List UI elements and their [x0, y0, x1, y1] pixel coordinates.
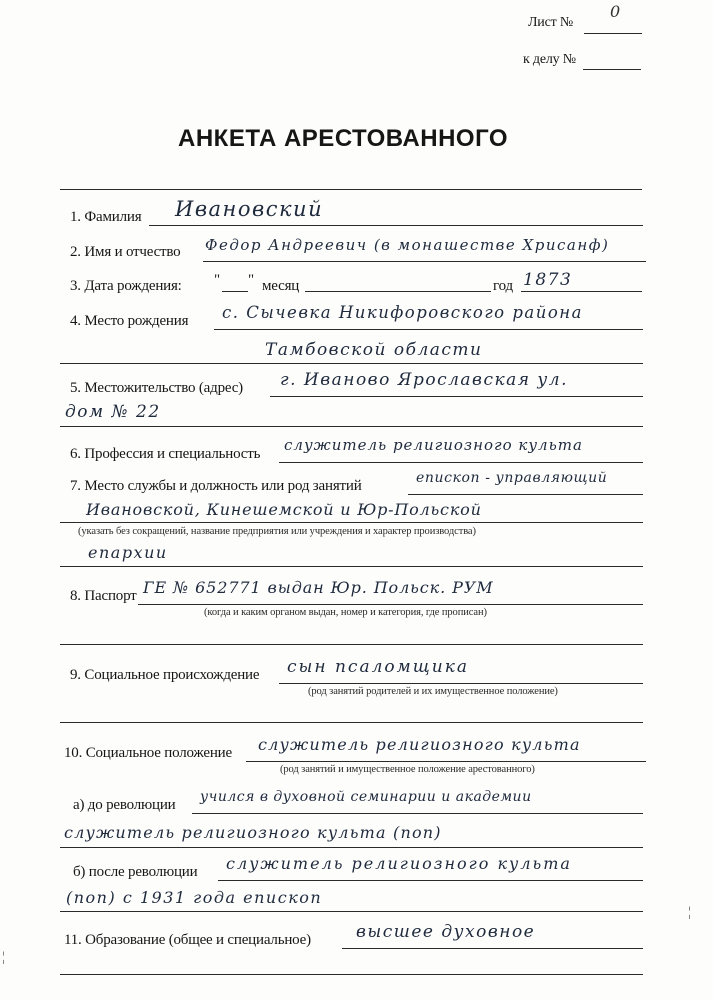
education-line-2	[60, 974, 643, 975]
surname-line	[149, 225, 643, 226]
origin-value: сын псаломщика	[287, 657, 469, 677]
workplace-hint: (указать без сокращений, название предприятия или учреждения и характер производства)	[78, 526, 476, 537]
before-revolution-value-2: служитель религиозного культа (поп)	[64, 823, 442, 842]
sheet-number-line	[584, 33, 642, 34]
workplace-value-3: епархии	[88, 543, 168, 562]
birth-label: 3. Дата рождения:	[70, 278, 182, 294]
birth-day-quote-open: "	[214, 272, 220, 288]
case-label: к делу №	[523, 52, 576, 67]
after-revolution-value-1: служитель религиозного культа	[226, 854, 572, 873]
passport-label: 8. Паспорт	[70, 588, 137, 604]
before-revolution-value-1: учился в духовной семинарии и академии	[200, 789, 532, 805]
birthplace-line-2	[60, 363, 643, 364]
origin-line	[279, 683, 643, 684]
status-line	[246, 761, 646, 762]
name-value: Федор Андреевич (в монашестве Хрисанф)	[205, 236, 610, 254]
birthplace-label: 4. Место рождения	[70, 313, 189, 329]
birth-year-value: 1873	[523, 270, 573, 290]
passport-value: ГЕ № 652771 выдан Юр. Польск. РУМ	[143, 578, 494, 597]
top-rule	[60, 189, 642, 190]
profession-label: 6. Профессия и специальность	[70, 446, 261, 462]
after-revolution-value-2: (поп) с 1931 года епископ	[66, 888, 323, 907]
passport-line	[138, 604, 643, 605]
before-revolution-label: а) до революции	[73, 797, 176, 813]
education-line	[342, 948, 643, 949]
birth-year-label: год	[493, 278, 513, 294]
workplace-value-2: Ивановской, Кинешемской и Юр-Польской	[86, 500, 482, 519]
name-line	[203, 261, 646, 262]
birth-month-line	[305, 291, 491, 292]
birth-month-label: месяц	[262, 278, 300, 294]
origin-label: 9. Социальное происхождение	[70, 667, 260, 683]
birthplace-value-1: с. Сычевка Никифоровского района	[222, 303, 584, 322]
residence-label: 5. Местожительство (адрес)	[70, 380, 243, 396]
birth-day-quote-close: "	[248, 272, 254, 288]
profession-line	[279, 462, 643, 463]
case-number-line	[583, 69, 641, 70]
passport-line-2	[60, 644, 643, 645]
form-title: АНКЕТА АРЕСТОВАННОГО	[178, 125, 509, 152]
margin-mark-icon: ¦	[2, 950, 5, 965]
workplace-line-1	[408, 494, 643, 495]
workplace-label: 7. Место службы и должность или род занятий	[70, 478, 362, 494]
before-revolution-line-1	[192, 813, 643, 814]
origin-hint: (род занятий родителей и их имущественное положение)	[308, 686, 558, 697]
surname-label: 1. Фамилия	[70, 209, 142, 225]
birth-year-line	[521, 291, 642, 292]
status-value: служитель религиозного культа	[258, 735, 581, 754]
residence-line-2	[60, 426, 643, 427]
residence-value-2: дом № 22	[65, 402, 161, 422]
after-revolution-line-1	[218, 880, 643, 881]
status-hint: (род занятий и имущественное положение арестованного)	[280, 764, 535, 775]
birthplace-line-1	[214, 329, 643, 330]
education-value: высшее духовное	[356, 922, 536, 942]
birthplace-value-2: Тамбовской области	[265, 340, 483, 360]
surname-value: Ивановский	[175, 197, 324, 221]
before-revolution-line-2	[60, 847, 643, 848]
after-revolution-label: б) после революции	[73, 864, 198, 880]
workplace-value-1: епископ - управляющий	[416, 470, 608, 486]
workplace-line-2	[60, 522, 643, 523]
name-label: 2. Имя и отчество	[70, 244, 181, 260]
education-label: 11. Образование (общее и специальное)	[64, 932, 311, 948]
workplace-line-3	[60, 566, 643, 567]
after-revolution-line-2	[60, 911, 643, 912]
status-label: 10. Социальное положение	[64, 745, 232, 761]
sheet-label: Лист №	[528, 15, 573, 30]
residence-line-1	[270, 396, 643, 397]
birth-day-line	[222, 291, 248, 292]
origin-line-2	[60, 722, 643, 723]
profession-value: служитель религиозного культа	[284, 436, 583, 454]
passport-hint: (когда и каким органом выдан, номер и категория, где прописан)	[204, 607, 487, 618]
margin-mark-icon: ¦	[688, 905, 691, 920]
sheet-number: 0	[610, 2, 621, 21]
residence-value-1: г. Иваново Ярославская ул.	[280, 370, 568, 390]
